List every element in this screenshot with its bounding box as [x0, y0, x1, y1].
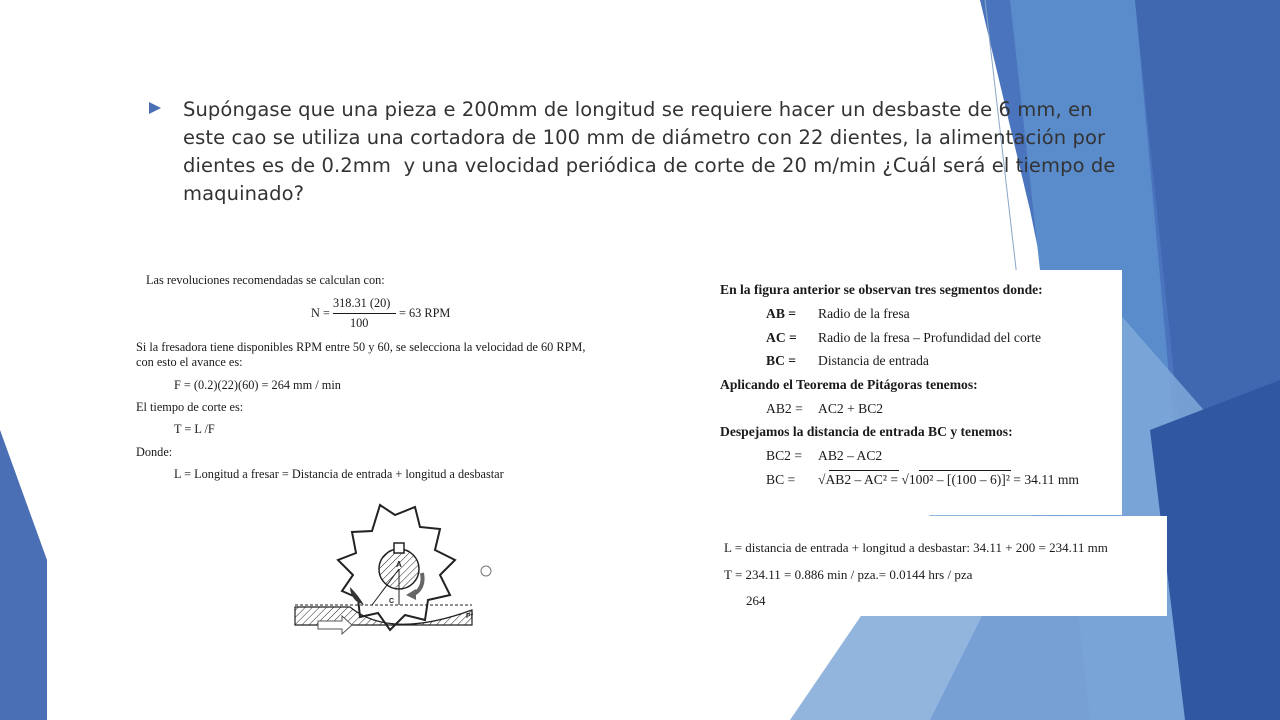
f-formula: F = (0.2)(22)(60) = 264 mm / min	[174, 378, 341, 392]
question-text: Supóngase que una pieza e 200mm de longitud se requiere hacer un desbaste de 6 mm, en este cao se utiliza una cortadora de 100 mm de diámetro con 22 dientes, la alimentación por dientes es de 0.2mm y una velocidad periódica de corte de 20 m/min ¿Cuál será el tiempo de maquinado?	[183, 98, 1122, 205]
n-numerator: 318.31 (20)	[333, 296, 391, 310]
right-solution-panel	[710, 270, 1122, 515]
segment-ac-desc: Radio de la fresa – Profundidad del corte	[818, 330, 1042, 345]
reference-circle-icon	[481, 566, 491, 576]
eq3-rhs: √AB2 – AC² = √100² – [(100 – 6)]² = 34.11 mm	[818, 472, 1079, 487]
eq2-rhs: AB2 – AC2	[818, 448, 883, 463]
bottom-solution-panel	[710, 516, 1167, 616]
n-result: = 63 RPM	[399, 306, 451, 320]
segments-intro: En la figura anterior se observan tres segmentos donde:	[720, 282, 1043, 297]
eq1-rhs: AC2 + BC2	[818, 401, 884, 416]
pythagoras-intro: Aplicando el Teorema de Pitágoras tenemos:	[720, 377, 978, 392]
segment-bc-key: BC =	[766, 353, 797, 368]
n-fraction-line	[333, 313, 396, 314]
segment-ab-key: AB =	[766, 306, 797, 321]
rpm-select-line: Si la fresadora tiene disponibles RPM entre 50 y 60, se selecciona la velocidad de 60 RPM,	[136, 340, 586, 354]
segment-bc-desc: Distancia de entrada	[818, 353, 929, 368]
donde-label: Donde:	[136, 445, 173, 459]
triangle-bullet-icon	[148, 101, 162, 115]
eq3-lhs: BC =	[766, 472, 796, 487]
cut-time-intro: El tiempo de corte es:	[136, 400, 244, 414]
rpm-intro: Las revoluciones recomendadas se calculan con:	[146, 273, 385, 287]
sqrt-bar-1	[829, 470, 899, 471]
segment-ab-desc: Radio de la fresa	[818, 306, 910, 321]
t-formula: T = L /F	[174, 422, 215, 436]
milling-cutter-diagram	[290, 495, 505, 645]
sqrt-bar-2	[919, 470, 1011, 471]
eq2-lhs: BC2 =	[766, 448, 802, 463]
keyway	[394, 543, 404, 553]
t-total-line: T = 234.11 = 0.886 min / pza.= 0.0144 hrs / pza	[724, 567, 973, 582]
n-denominator: 100	[350, 316, 369, 330]
label-pf: Pf	[466, 613, 473, 620]
t-denominator: 264	[746, 593, 766, 608]
segment-ac-key: AC =	[766, 330, 797, 345]
label-c: C	[389, 598, 395, 605]
despejamos-intro: Despejamos la distancia de entrada BC y tenemos:	[720, 424, 1013, 439]
l-total-line: L = distancia de entrada + longitud a desbastar: 34.11 + 200 = 234.11 mm	[724, 540, 1108, 555]
eq1-lhs: AB2 =	[766, 401, 803, 416]
n-lhs: N =	[311, 306, 330, 320]
left-accent-shape	[0, 430, 47, 720]
l-formula: L = Longitud a fresar = Distancia de entrada + longitud a desbastar	[174, 467, 504, 481]
label-a: A	[396, 560, 402, 569]
advance-intro: con esto el avance es:	[136, 355, 243, 369]
